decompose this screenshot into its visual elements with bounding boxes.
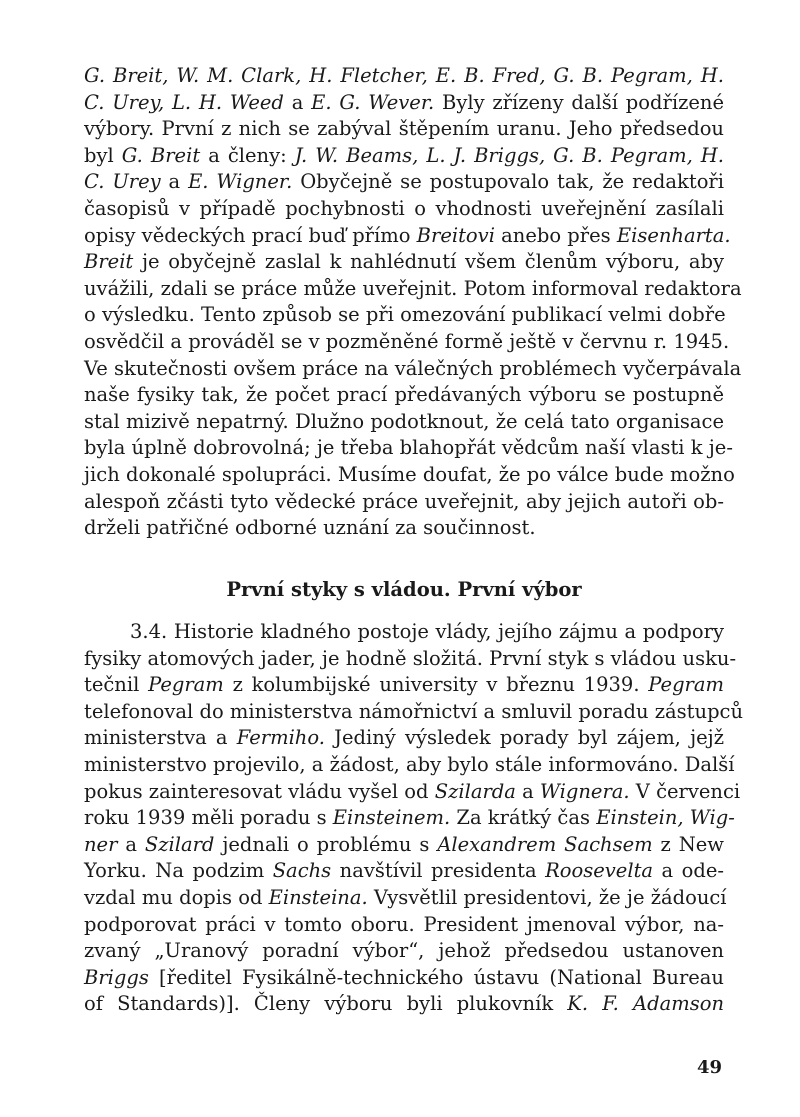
italic-name: G. Breit, W. M. Clark, H. Fletcher, E. B. Fred, G. B. Pegram, H. [84,64,724,87]
text-line [130,619,724,645]
text-segment: ministerstvo projevilo, a žádost, aby bylo stále informováno. Další [84,753,735,776]
text-segment: a ode- [653,859,725,883]
text-segment: naše fysiky tak, že počet prací předávaných výboru se postupně [84,383,724,407]
text-line [84,725,724,751]
page-number: 49 [696,1057,722,1078]
italic-name: ner [84,832,118,856]
text-line [84,489,724,515]
italic-name: Fermiho. [236,726,325,750]
italic-name: C. Urey, L. H. Weed [84,90,284,114]
text-segment: 3.4. Historie kladného postoje vlády, jejího zájmu a podpory [130,620,724,643]
text-line [84,885,727,911]
text-segment: je obyčejně zaslal k nahlédnutí všem členům výboru, aby [133,250,724,274]
italic-name: Pegram [148,673,224,697]
italic-name: Einstein, Wig- [596,806,735,830]
text-line [84,965,724,991]
text-segment: [ředitel Fysikálně-technického ústavu (National Bureau [148,965,724,989]
text-segment: drželi patřičné odborné uznání za součinnost. [84,516,536,540]
italic-name: K. F. Adamson [567,992,725,1016]
text-segment: výbory. První z nich se zabýval štěpením uranu. Jeho předsedou [84,117,724,141]
text-segment: Za krátký čas [450,806,597,830]
text-segment: tečnil [84,673,149,697]
text-segment: a členy: [200,143,295,167]
text-segment: Vysvětlil presidentovi, že je žádoucí [367,886,727,909]
text-line [84,672,724,698]
text-line [84,90,724,116]
text-line [84,858,724,884]
text-segment: fysiky atomových jader, je hodně složitá. První styk s vládou usku- [84,646,737,670]
text-segment: ministerstva a [84,726,237,750]
text-line [84,752,735,778]
text-segment: a [515,779,540,803]
text-line [84,276,742,302]
text-line [84,196,724,222]
text-segment: Jediný výsledek porady byl zájem, jejž [324,726,724,750]
italic-name: C. Urey [84,170,161,194]
text-line [84,382,724,408]
text-segment: anebo přes [494,223,617,247]
text-line [84,699,744,725]
text-line [84,912,724,938]
text-segment: vzdal mu dopis od [84,886,269,909]
italic-name: Roosevelta [545,859,654,883]
text-segment: o výsledku. Tento způsob se při omezování publikací velmi dobře [84,303,726,327]
text-segment: a [117,832,145,856]
text-segment: opisy vědeckých prací buď přímo [84,223,417,247]
text-segment: jednali o problému s [214,832,438,856]
text-line [84,329,730,355]
italic-name: G. Breit [121,143,201,167]
text-segment: byla úplně dobrovolná; je třeba blahopřát vědcům naší vlasti k je- [84,436,733,460]
italic-name: Briggs [84,965,149,989]
text-line [84,409,724,435]
text-line [84,143,724,169]
text-segment: jich dokonalé spolupráci. Musíme doufat, že po válce bude možno [84,463,735,486]
text-segment: Ve skutečnosti ovšem práce na válečných problémech vyčerpávala [84,356,742,380]
text-line [84,435,733,461]
italic-name: Wignera. [539,779,630,803]
text-segment: z New [652,832,724,856]
text-segment: časopisů v případě pochybnosti o vhodnosti uveřejnění zasílali [84,197,724,220]
text-line [84,805,735,831]
text-line [84,779,741,805]
italic-name: Einsteinem. [332,806,451,830]
italic-name: E. Wigner. [188,170,293,194]
text-segment: of Standards)]. Členy výboru byli plukovník [84,992,568,1016]
text-line [84,302,724,328]
text-segment: pokus zainteresovat vládu vyšel od [84,779,435,803]
text-line [84,991,724,1017]
text-segment: podporovat práci v tomto oboru. President jmenoval výbor, na- [84,912,724,936]
text-segment: stal mizivě nepatrný. Dlužno podotknout, že celá tato organisace [84,409,724,433]
text-segment: V červenci [629,779,741,803]
text-segment: alespoň zčásti tyto vědecké práce uveřejnit, aby jejich autoři ob- [84,489,724,513]
text-line [84,116,724,142]
text-segment: Yorku. Na podzim [84,859,273,883]
text-segment: zvaný „Uranový poradní výbor“, jehož předsedou ustanoven [84,939,724,963]
text-line [84,63,724,89]
italic-name: J. W. Beams, L. J. Briggs, G. B. Pegram, H. [294,143,725,167]
text-line [84,223,731,249]
text-segment: a [160,170,189,194]
text-segment: navštívil presidenta [331,859,546,883]
italic-name: Breitovi [416,223,495,247]
italic-name: Sachs [272,859,332,883]
text-line [84,462,735,488]
text-segment: Obyčejně se postupovalo tak, že redaktoři [292,170,724,194]
italic-name: Szilard [144,832,215,856]
italic-name: Alexandrem Sachsem [437,832,653,856]
text-line [84,515,724,541]
italic-name: Eisenharta. [616,223,731,247]
text-segment: byl [84,143,122,167]
italic-name: Einsteina. [268,886,368,909]
text-line [84,169,724,195]
italic-name: Breit [84,250,134,274]
text-segment: roku 1939 měli poradu s [84,806,333,830]
text-segment: osvědčil a prováděl se v pozměněné formě ještě v červnu r. 1945. [84,330,730,353]
italic-name: Szilarda [434,779,516,803]
text-segment: telefonoval do ministerstva námořnictví a smluvil poradu zástupců [84,699,744,723]
section-heading: První styky s vládou. První výbor [226,578,582,601]
text-line [84,938,724,964]
text-segment: a [283,90,312,114]
text-line [84,646,737,672]
text-segment: uvážili, zdali se práce může uveřejnit. Potom informoval redaktora [84,276,742,300]
text-line [84,832,724,858]
italic-name: E. G. Wever. [311,90,435,114]
text-line [84,356,742,382]
text-line [84,249,724,275]
text-segment: z kolumbijské university v březnu 1939. [223,673,649,697]
text-segment: Byly zřízeny další podřízené [434,90,724,114]
italic-name: Pegram [648,673,724,697]
